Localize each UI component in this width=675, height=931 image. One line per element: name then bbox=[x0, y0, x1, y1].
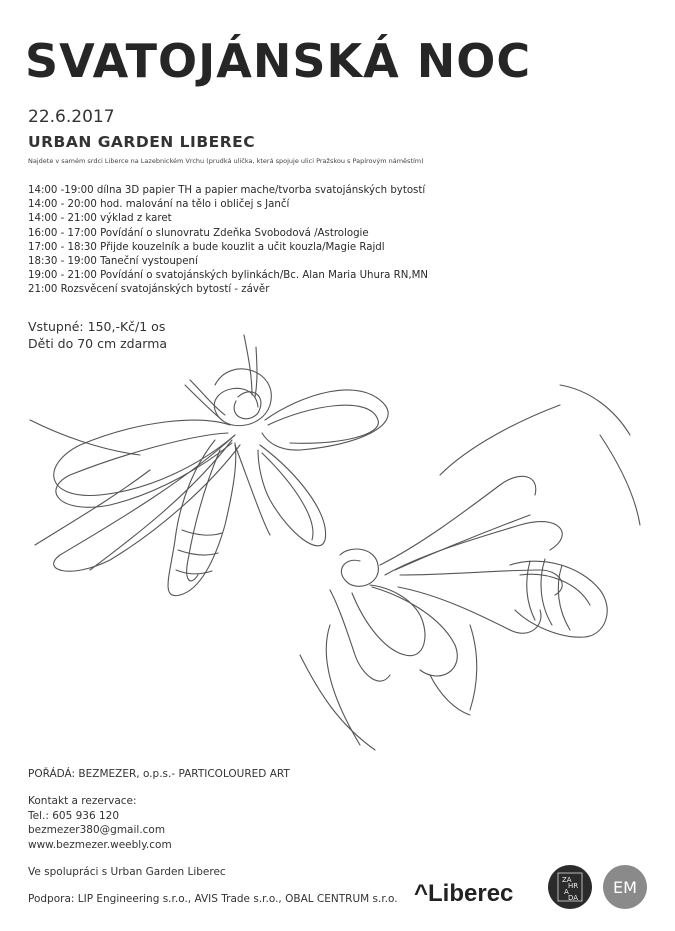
schedule-item: 14:00 - 21:00 výklad z karet bbox=[28, 213, 172, 225]
em-logo bbox=[602, 864, 648, 910]
contact-website: www.bezmezer.weebly.com bbox=[28, 838, 172, 851]
zahrada-logo-letters-4: DA bbox=[568, 894, 579, 902]
liberec-logo: ^Liberec bbox=[414, 880, 514, 907]
schedule-item: 14:00 -19:00 dílna 3D papier TH a papier mache/tvorba svatojánských bytostí bbox=[28, 185, 426, 196]
poster-title: SVATOJÁNSKÁ NOC bbox=[25, 34, 532, 88]
zahrada-logo-letters-3: A bbox=[564, 888, 569, 896]
cooperation-line: Ve spolupráci s Urban Garden Liberec bbox=[28, 866, 226, 878]
em-logo-text: EM bbox=[613, 878, 637, 897]
event-venue: URBAN GARDEN LIBEREC bbox=[28, 133, 256, 151]
location-note: Najdete v samém srdci Liberce na Lazebnickém Vrchu (prudká ulička, která spojuje ulici Pražskou s Papírovým náměstím) bbox=[28, 157, 424, 165]
zahrada-logo-letters-1: ZA bbox=[562, 876, 572, 884]
fairy-sketch-illustration bbox=[0, 325, 675, 765]
right-creature-sketch bbox=[300, 385, 640, 750]
contact-email: bezmezer380@gmail.com bbox=[28, 824, 166, 836]
zahrada-logo-letters-2: HR bbox=[568, 882, 579, 890]
organizer-line: POŘÁDÁ: BEZMEZER, o.p.s.- PARTICOLOURED ART bbox=[28, 768, 290, 780]
program-schedule bbox=[28, 184, 428, 298]
contact-heading: Kontakt a rezervace: bbox=[28, 795, 137, 807]
event-date: 22.6.2017 bbox=[28, 107, 115, 127]
zahrada-logo bbox=[547, 864, 593, 910]
schedule-item: 21:00 Rozsvěcení svatojánských bytostí - závěr bbox=[28, 284, 270, 296]
schedule-item: 14:00 - 20:00 hod. malování na tělo i obličej s Jančí bbox=[28, 199, 290, 211]
schedule-item: 18:30 - 19:00 Taneční vystoupení bbox=[28, 256, 198, 268]
entry-price: Vstupné: 150,-Kč/1 os bbox=[28, 319, 166, 334]
kids-free-note: Děti do 70 cm zdarma bbox=[28, 336, 168, 351]
left-creature-sketch bbox=[30, 335, 388, 596]
schedule-item: 17:00 - 18:30 Přijde kouzelník a bude kouzlit a učit kouzla/Magie Rajdl bbox=[28, 241, 385, 253]
schedule-item: 16:00 - 17:00 Povídání o slunovratu Zdeňka Svobodová /Astrologie bbox=[28, 227, 369, 239]
sponsors-line: Podpora: LIP Engineering s.r.o., AVIS Trade s.r.o., OBAL CENTRUM s.r.o. bbox=[28, 893, 398, 905]
contact-block bbox=[28, 794, 172, 852]
schedule-item: 19:00 - 21:00 Povídání o svatojánských bylinkách/Bc. Alan Maria Uhura RN,MN bbox=[28, 270, 428, 282]
contact-phone: Tel.: 605 936 120 bbox=[28, 809, 120, 822]
